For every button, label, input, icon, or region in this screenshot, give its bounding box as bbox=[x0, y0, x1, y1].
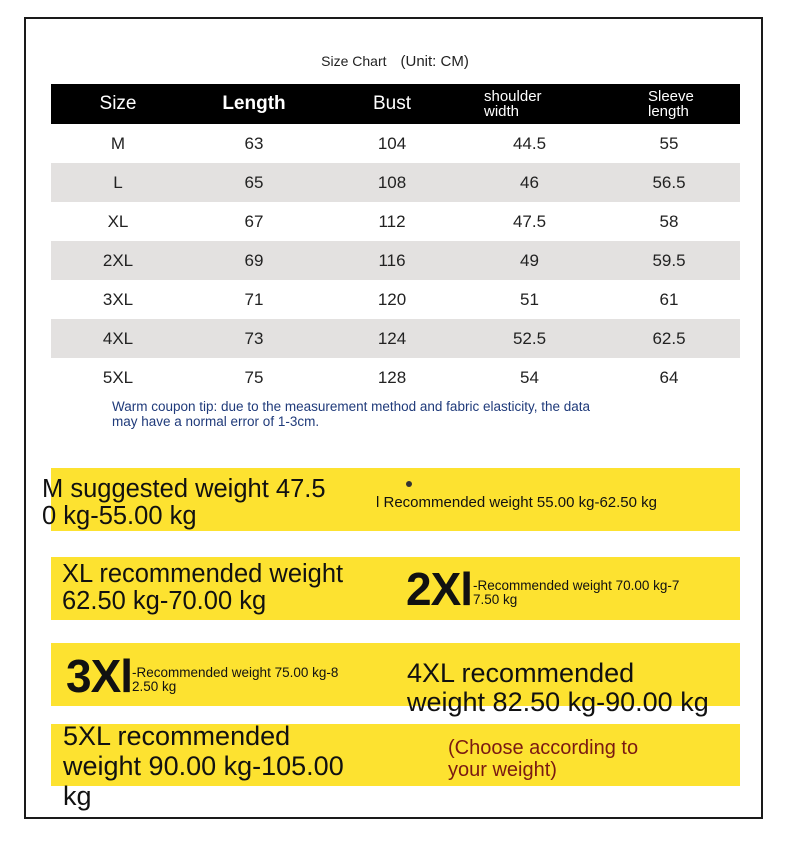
weight-4xl-line1: 4XL recommended bbox=[407, 658, 635, 688]
weight-xl-line1: XL recommended weight bbox=[62, 560, 344, 588]
weight-3xl-line1: -Recommended weight 75.00 kg-8 bbox=[132, 665, 339, 680]
table-row bbox=[51, 280, 740, 319]
cell-size: 5XL bbox=[102, 367, 134, 387]
cell-length: 71 bbox=[244, 289, 264, 309]
cell-bust: 124 bbox=[323, 319, 461, 358]
cell-length: 73 bbox=[185, 319, 323, 358]
weight-5xl-text bbox=[63, 721, 344, 811]
choose-note bbox=[448, 737, 638, 781]
table-row bbox=[51, 124, 740, 163]
weight-2xl-line1: -Recommended weight 70.00 kg-7 bbox=[473, 578, 680, 593]
cell-length: 67 bbox=[244, 211, 264, 231]
cell-size: 4XL bbox=[51, 319, 185, 358]
header-shoulder-line2: width bbox=[484, 103, 520, 120]
weight-l-text: l Recommended weight 55.00 kg-62.50 kg bbox=[376, 494, 658, 511]
weight-xl-line2: 62.50 kg-70.00 kg bbox=[62, 587, 267, 615]
header-sleeve-line1: Sleeve bbox=[648, 88, 694, 105]
choose-line2: your weight) bbox=[448, 759, 557, 781]
cell-size: L bbox=[51, 163, 185, 202]
cell-size: M bbox=[110, 133, 126, 153]
weight-4xl-line2: weight 82.50 kg-90.00 kg bbox=[407, 687, 709, 717]
cell-bust: 116 bbox=[323, 241, 461, 280]
weight-3xl-line2: 2.50 kg bbox=[132, 679, 177, 694]
cell-bust: 128 bbox=[377, 367, 407, 387]
table-header-row bbox=[51, 84, 740, 124]
cell-sleeve: 59.5 bbox=[598, 241, 740, 280]
chart-title-text: Size Chart bbox=[321, 53, 387, 69]
cell-sleeve: 58 bbox=[659, 211, 679, 231]
cell-sleeve: 64 bbox=[659, 367, 679, 387]
dot-mark bbox=[406, 481, 412, 487]
cell-shoulder: 47.5 bbox=[512, 211, 547, 231]
weight-xl-text bbox=[62, 561, 343, 615]
chart-title bbox=[0, 53, 790, 70]
header-size: Size bbox=[51, 84, 185, 124]
cell-size: XL bbox=[107, 211, 129, 231]
chart-unit: (Unit: CM) bbox=[400, 53, 469, 70]
cell-shoulder: 51 bbox=[520, 289, 539, 309]
table-row bbox=[51, 241, 740, 280]
weight-m-line1: M suggested weight 47.5 bbox=[42, 475, 326, 503]
cell-sleeve: 61 bbox=[659, 289, 679, 309]
size-2xl-logo: 2Xl bbox=[406, 563, 473, 615]
header-sleeve-line2: length bbox=[648, 103, 689, 120]
size-3xl-logo: 3Xl bbox=[66, 650, 133, 702]
tip-line1: Warm coupon tip: due to the measurement method and fabric elasticity, the data bbox=[112, 399, 591, 414]
weight-5xl-line1: 5XL recommended bbox=[63, 721, 291, 751]
cell-bust: 112 bbox=[378, 211, 406, 231]
cell-shoulder: 44.5 bbox=[512, 133, 547, 153]
size-table bbox=[51, 84, 740, 397]
header-shoulder-line1: shoulder bbox=[484, 88, 542, 105]
header-bust: Bust bbox=[323, 84, 461, 124]
weight-2xl-line2: 7.50 kg bbox=[473, 592, 518, 607]
cell-length: 65 bbox=[185, 163, 323, 202]
table-row bbox=[51, 163, 740, 202]
weight-2xl-text bbox=[473, 579, 679, 607]
weight-5xl-line2: weight 90.00 kg-105.00 bbox=[63, 751, 344, 781]
cell-length: 69 bbox=[185, 241, 323, 280]
cell-sleeve: 55 bbox=[659, 133, 679, 153]
weight-m-line2: 0 kg-55.00 kg bbox=[42, 502, 197, 530]
cell-shoulder: 46 bbox=[461, 163, 598, 202]
cell-bust: 120 bbox=[377, 289, 407, 309]
cell-size: 2XL bbox=[51, 241, 185, 280]
header-length: Length bbox=[185, 84, 323, 124]
header-sleeve-length bbox=[598, 84, 740, 124]
weight-m-text bbox=[42, 476, 326, 530]
table-row bbox=[51, 358, 740, 397]
table-row bbox=[51, 319, 740, 358]
measurement-tip bbox=[112, 399, 712, 429]
cell-shoulder: 52.5 bbox=[461, 319, 598, 358]
cell-shoulder: 54 bbox=[520, 367, 539, 387]
tip-line2: may have a normal error of 1-3cm. bbox=[112, 414, 320, 429]
cell-length: 75 bbox=[244, 367, 264, 387]
cell-bust: 104 bbox=[377, 133, 407, 153]
cell-shoulder: 49 bbox=[461, 241, 598, 280]
weight-5xl-line3: kg bbox=[63, 781, 92, 811]
choose-line1: (Choose according to bbox=[448, 737, 639, 759]
weight-4xl-text bbox=[407, 659, 709, 717]
cell-length: 63 bbox=[244, 133, 264, 153]
table-row bbox=[51, 202, 740, 241]
cell-size: 3XL bbox=[102, 289, 134, 309]
cell-bust: 108 bbox=[323, 163, 461, 202]
cell-sleeve: 56.5 bbox=[598, 163, 740, 202]
header-shoulder-width bbox=[461, 84, 598, 124]
cell-sleeve: 62.5 bbox=[598, 319, 740, 358]
weight-3xl-text bbox=[132, 666, 338, 694]
